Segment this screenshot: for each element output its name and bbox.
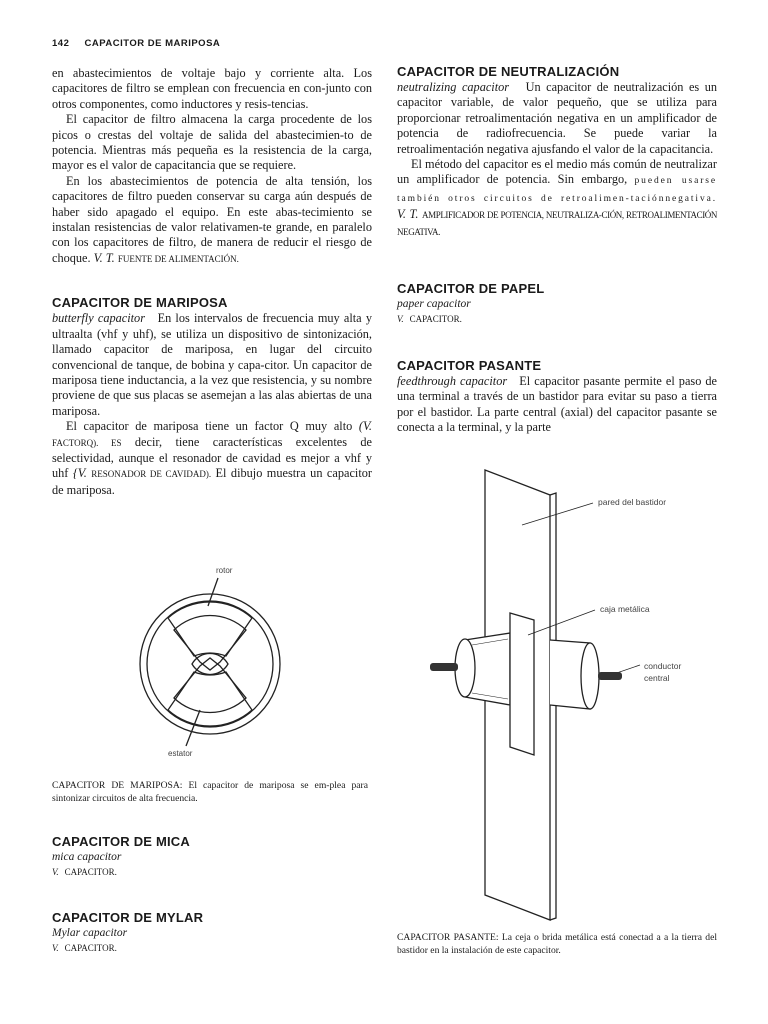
- english-term: Mylar capacitor: [52, 927, 128, 939]
- center-conductor-left: [430, 663, 458, 671]
- cross-reference: CAPACITOR.: [409, 314, 462, 325]
- inner-ring: [147, 601, 273, 727]
- rotor-bottom: [174, 658, 246, 712]
- mica-reference: [52, 866, 372, 879]
- left-column: [52, 66, 372, 498]
- mylar-reference: [52, 942, 372, 955]
- estator-label: estator: [168, 749, 193, 758]
- right-column: [397, 64, 717, 240]
- neutral-p2-spaced: pueden usarse también otros circuitos de retroalimen-taciónnegativa.: [397, 176, 718, 204]
- neutral-p2-text: El método del capacitor es el medio más común de neutralizar un amplificador de potencia. Sin embargo,: [397, 157, 717, 187]
- neutral-paragraph-2: [397, 157, 717, 240]
- stator-plate-bottom: [168, 672, 252, 726]
- pasante-entry: [397, 358, 717, 436]
- estator-leader: [186, 710, 200, 746]
- mica-entry: [52, 834, 372, 879]
- pasante-caption-block: [397, 932, 717, 957]
- right-cylinder-end: [581, 643, 599, 709]
- filtro-paragraph-3: [52, 174, 372, 267]
- mariposa-p2c: El dibujo muestra un capacitor de mariposa.: [52, 466, 372, 497]
- english-term: paper capacitor: [397, 298, 471, 310]
- entry-title-mylar: CAPACITOR DE MYLAR: [52, 910, 204, 925]
- v-marker: V.: [52, 943, 59, 954]
- v-marker: V.: [397, 314, 404, 325]
- pasante-caption: CAPACITOR PASANTE: La ceja o brida metálica está conectad a a la tierra del bastidor en la instalación de este capacitor.: [397, 932, 717, 956]
- mariposa-paragraph-1: [52, 311, 372, 419]
- papel-entry: [397, 281, 717, 326]
- entry-title-pasante: CAPACITOR PASANTE: [397, 358, 542, 373]
- rotor-shaft: [192, 654, 228, 675]
- cross-reference: CAPACITOR.: [64, 867, 117, 878]
- cross-reference: FUENTE DE ALIMENTACIÓN.: [117, 253, 239, 264]
- cross-reference: CAPACITOR.: [64, 943, 117, 954]
- running-header: [52, 38, 220, 49]
- entry-title-papel: CAPACITOR DE PAPEL: [397, 281, 545, 296]
- neutral-p1-text: Un capacitor de neutralización es un capacitor variable, de valor pequeño, que se utiliza para proporcionar retroalimentación negativa en un amplificador de potencia de radiofrecuencia. Se puede variar la retroalimentación negativa ajusfando el valor de la capacitancia.: [397, 80, 717, 156]
- v-marker: V.: [52, 867, 59, 878]
- conductor-label-1: conductor: [644, 661, 682, 671]
- center-conductor-right: [598, 672, 622, 680]
- pared-label: pared del bastidor: [598, 497, 667, 507]
- filtro-paragraph-3-text: En los abastecimientos de potencia de alta tensión, los capacitores de filtro pueden conservar su carga aún después de haber sido apagado el equipo. En este abas-tecimiento se instalan resistencias de valor relativamen-te grande, en paralelo con los capacitores de filtro, de manera de reducir el riesgo de choque.: [52, 173, 372, 265]
- chassis-wall-edge: [550, 493, 556, 920]
- english-term: neutralizing capacitor: [397, 80, 510, 94]
- english-term: mica capacitor: [52, 851, 122, 863]
- english-term: butterfly capacitor: [52, 311, 145, 326]
- running-title: CAPACITOR DE MARIPOSA: [84, 38, 221, 49]
- mariposa-paragraph-2: [52, 419, 372, 498]
- stator-plate-top: [168, 602, 252, 656]
- cross-reference: FACTORQ). ES: [52, 437, 122, 448]
- entry-title-neutralizacion: CAPACITOR DE NEUTRALIZACIÓN: [397, 64, 620, 79]
- filtro-paragraph-2: El capacitor de filtro almacena la carga procedente de los picos o crestas del voltaje de salida del abastecimien-to de potencia. Mientras más pequeña es la resistencia de la carga, mayor es el valor de capacitancia que se requiere.: [52, 112, 372, 173]
- mariposa-caption-block: [52, 780, 368, 805]
- butterfly-capacitor-figure: [130, 560, 310, 770]
- papel-reference: [397, 313, 717, 326]
- mariposa-p1-text: En los intervalos de frecuencia muy alta y ultraalta (vhf y uhf), se utiliza un dispositivo de sintonización, llamado capacitor de mariposa, en lugar del circuito convencional de tanque, de bobina y capa-citor. Un capacitor de mariposa tiene inductancia, a la vez que resistencia, y su nombre proviene de que sus placas se asemejan a las alas abiertas de una mariposa.: [52, 311, 372, 418]
- feedthrough-capacitor-figure: [410, 465, 720, 925]
- mariposa-p2b: decir, tiene características excelentes de selectividad, aunque el resonador de cavidad es mejor a vhf y uhf: [52, 434, 372, 481]
- pasante-paragraph-1: [397, 374, 717, 436]
- neutral-paragraph-1: [397, 80, 717, 157]
- entry-title-mica: CAPACITOR DE MICA: [52, 834, 190, 849]
- rotor-label: rotor: [216, 566, 233, 575]
- mariposa-p2a: El capacitor de mariposa tiene un factor Q muy alto: [66, 419, 353, 434]
- pasante-p1-text: El capacitor pasante permite el paso de una terminal a través de un bastidor para evitar su paso a tierra por el bastidor. La parte central (axial) del capacitor pasante se conecta a la terminal, y la parte: [397, 374, 717, 435]
- page-number: 142: [52, 38, 70, 49]
- entry-title-mariposa: CAPACITOR DE MARIPOSA: [52, 295, 228, 311]
- english-term: feedthrough capacitor: [397, 374, 508, 388]
- filtro-paragraph-1: en abastecimientos de voltaje bajo y corriente alta. Los capacitores de filtro se emplean con frecuencia en con-junto con otros componentes, como inductores y resis-tencias.: [52, 66, 372, 111]
- conductor-label-2: central: [644, 673, 670, 683]
- mariposa-caption: CAPACITOR DE MARIPOSA: El capacitor de mariposa se em-plea para sintonizar circuitos de alta frecuencia.: [52, 780, 368, 804]
- cross-reference: AMPLIFICADOR DE POTENCIA, NEUTRALIZA-CIÓN, RETROALIMENTACIÓN NEGATIVA.: [397, 210, 718, 237]
- cross-reference: RESONADOR DE CAVIDAD).: [91, 469, 212, 480]
- rotor-top: [174, 616, 246, 670]
- v-marker: (V.: [358, 419, 372, 434]
- vt-marker: V. T.: [93, 250, 115, 265]
- v-marker: {V.: [72, 466, 87, 481]
- vt-marker: V. T.: [397, 207, 419, 222]
- mylar-entry: [52, 910, 372, 955]
- caja-label: caja metálica: [600, 604, 650, 614]
